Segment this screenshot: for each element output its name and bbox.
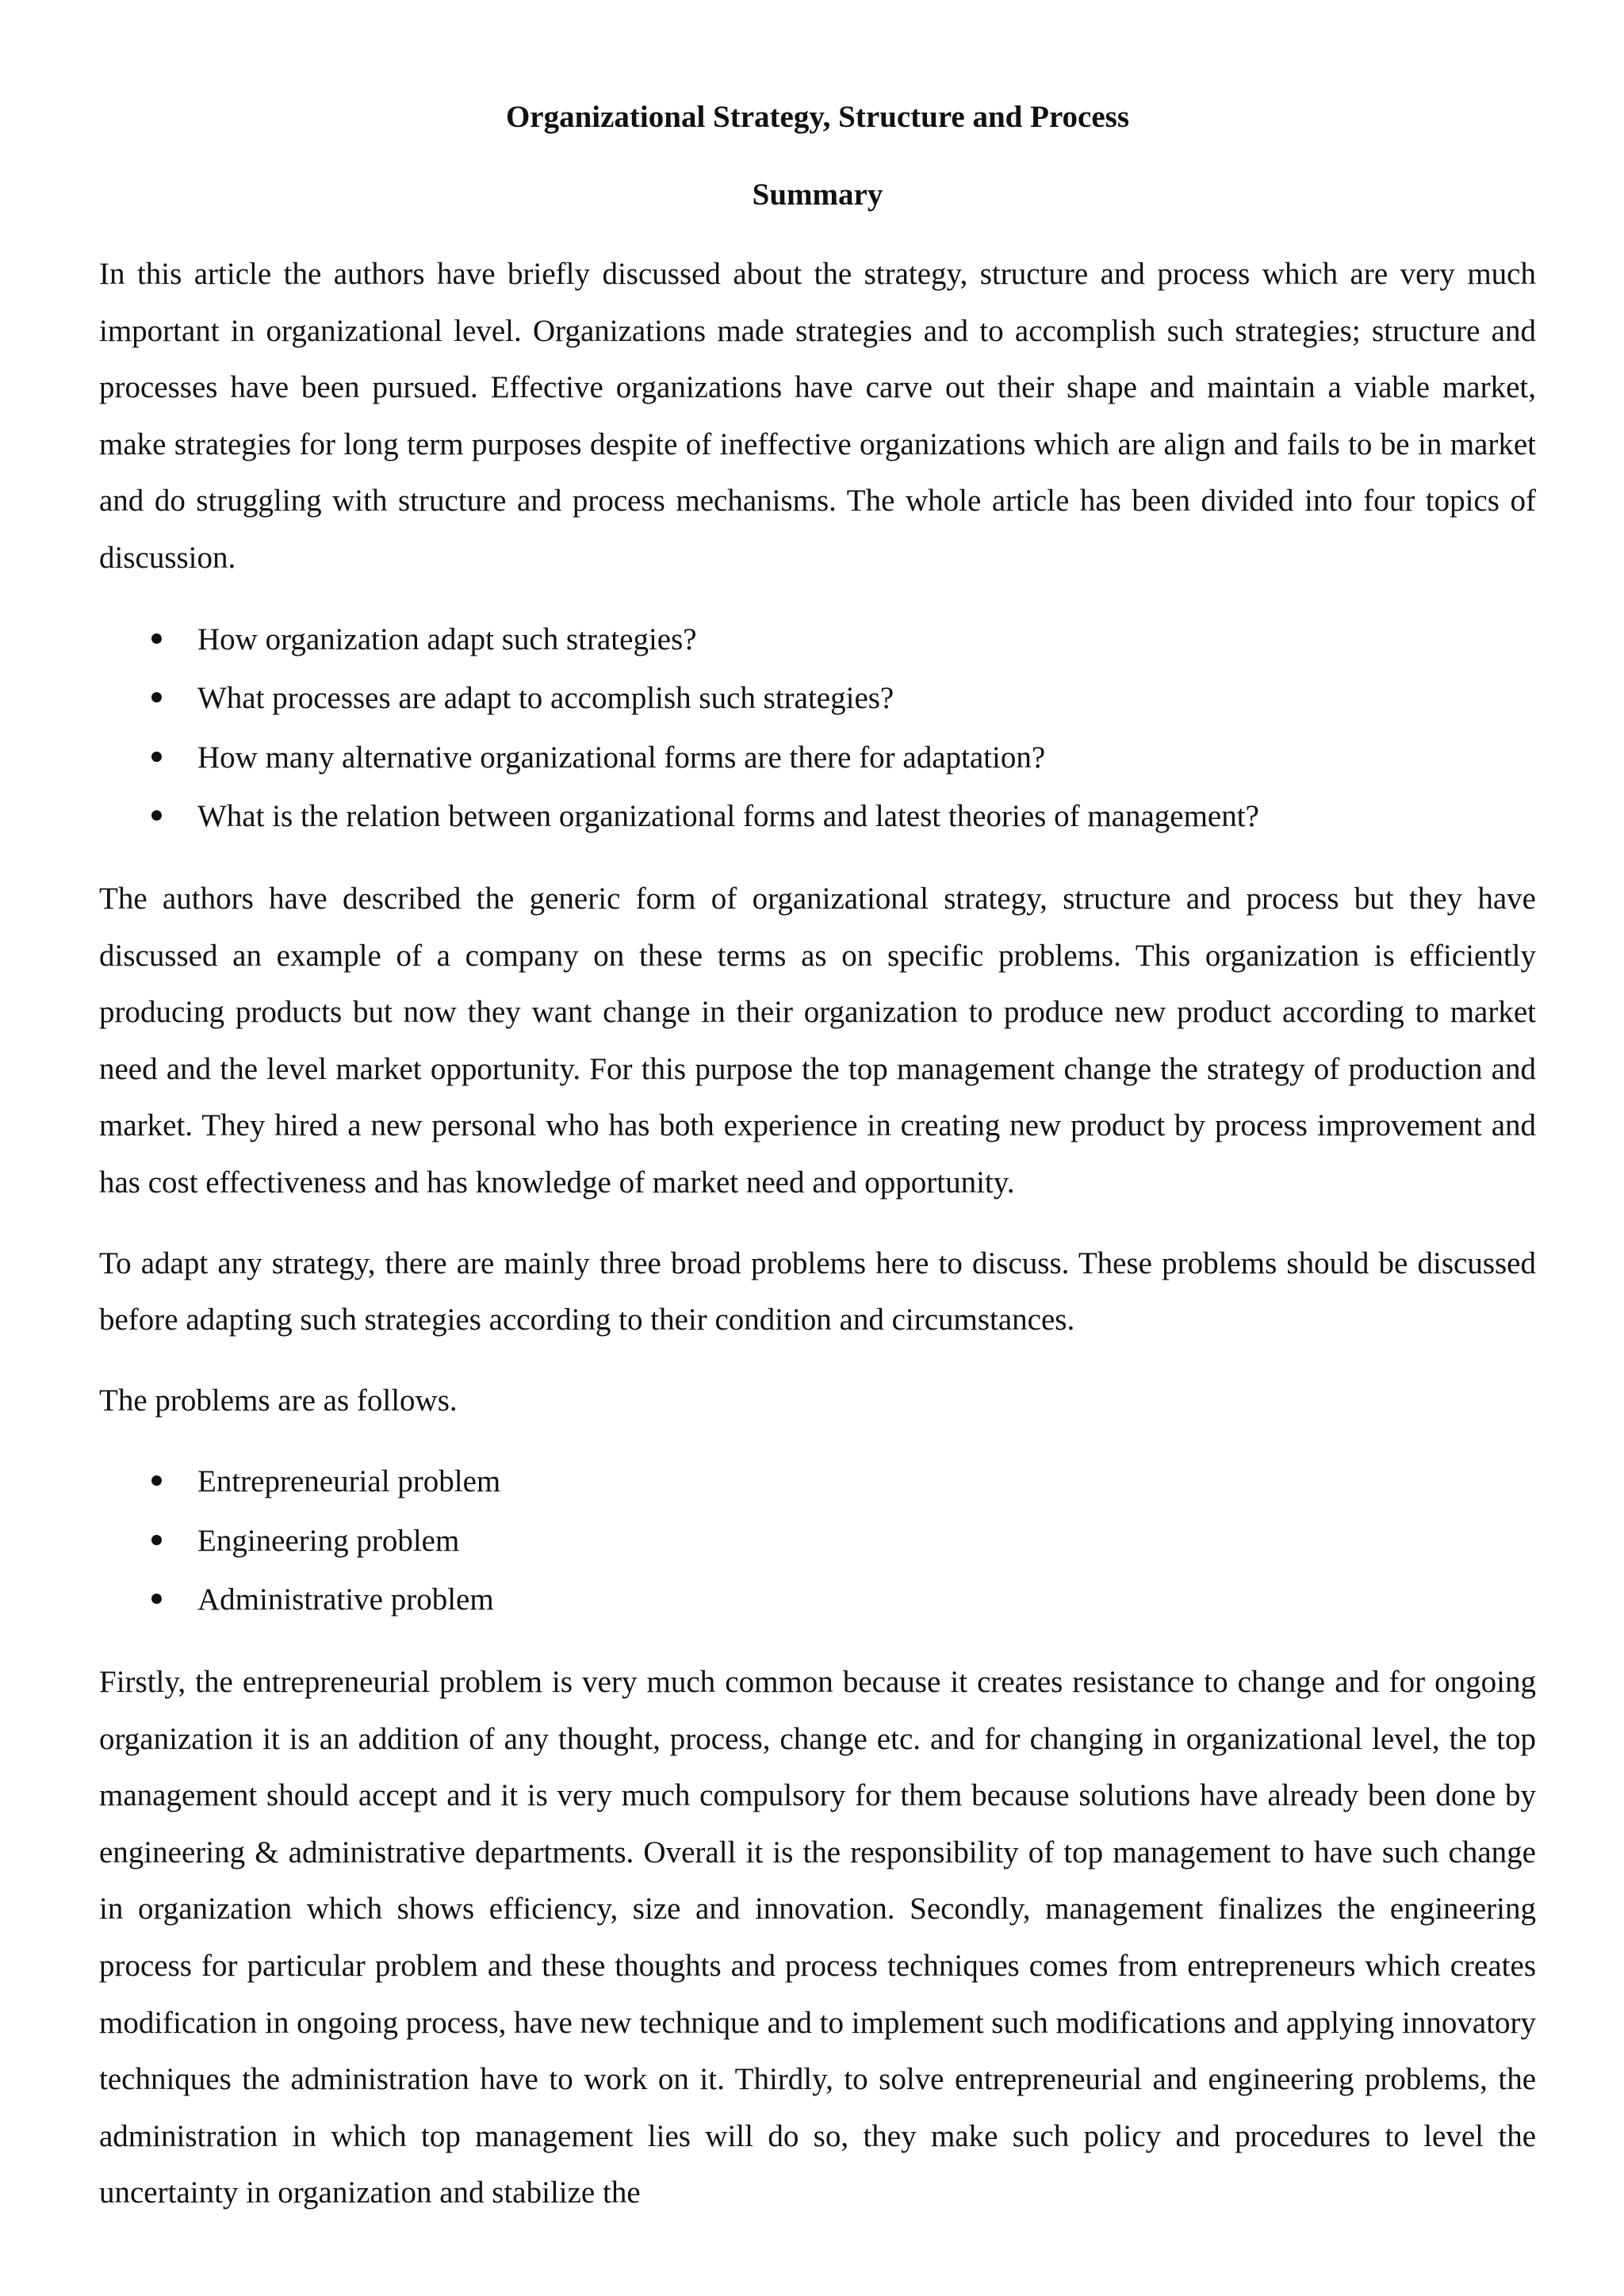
paragraph-problems-intro: To adapt any strategy, there are mainly three broad problems here to discuss. These problems should be discussed before adapting such strategies according to their condition and circumstances.	[99, 1246, 1536, 1337]
problems-list	[99, 1452, 1536, 1630]
list-item-text: What is the relation between organizational forms and latest theories of management?	[197, 799, 1259, 834]
list-item	[99, 1571, 1536, 1630]
paragraph-analysis: Firstly, the entrepreneurial problem is very much common because it creates resistance to change and for ongoing organization it is an addition of any thought, process, change etc. and for changing in organizational level, the top management should accept and it is very much compulsory for them because solutions have already been done by engineering & administrative departments. Overall it is the responsibility of top management to have such change in organization which shows efficiency, size and innovation. Secondly, management finalizes the engineering process for particular problem and these thoughts and process techniques comes from entrepreneurs which creates modification in ongoing process, have new technique and to implement such modifications and applying innovatory techniques the administration have to work on it. Thirdly, to solve entrepreneurial and engineering problems, the administration in which top management lies will do so, they make such policy and procedures to level the uncertainty in organization and stabilize the	[99, 1665, 1537, 2210]
paragraph-introduction: In this article the authors have briefly discussed about the strategy, structure and process which are very much important in organizational level. Organizations made strategies and to accomplish such strategies; structure and processes have been pursued. Effective organizations have carve out their shape and maintain a viable market, make strategies for long term purposes despite of ineffective organizations which are align and fails to be in market and do struggling with structure and process mechanisms. The whole article has been divided into four topics of discussion.	[99, 257, 1536, 575]
list-item-text: What processes are adapt to accomplish such strategies?	[197, 681, 894, 716]
list-item-text: Engineering problem	[197, 1523, 460, 1558]
bullet-icon	[151, 692, 162, 702]
list-item-text: How many alternative organizational forms are there for adaptation?	[197, 740, 1046, 775]
discussion-topics-list	[99, 610, 1536, 847]
document-title: Organizational Strategy, Structure and Process	[505, 100, 1130, 134]
list-item	[99, 610, 1536, 670]
list-item-text: How organization adapt such strategies?	[197, 622, 697, 656]
bullet-icon	[151, 1475, 162, 1486]
list-item-text: Administrative problem	[197, 1582, 494, 1617]
bullet-icon	[151, 633, 162, 644]
list-item	[99, 729, 1536, 788]
paragraph-problems-lead: The problems are as follows.	[99, 1383, 458, 1418]
bullet-icon	[151, 752, 162, 762]
document-page	[99, 94, 1536, 2221]
bullet-icon	[151, 810, 162, 821]
list-item	[99, 787, 1536, 847]
list-item	[99, 669, 1536, 729]
paragraph-example: The authors have described the generic form of organizational strategy, structure and process but they have discussed an example of a company on these terms as on specific problems. This organization is efficiently producing products but now they want change in their organization to produce new product according to market need and the level market opportunity. For this purpose the top management change the strategy of production and market. They hired a new personal who has both experience in creating new product by process improvement and has cost effectiveness and has knowledge of market need and opportunity.	[99, 881, 1536, 1200]
document-subtitle: Summary	[752, 178, 883, 212]
list-item-text: Entrepreneurial problem	[197, 1464, 501, 1499]
list-item	[99, 1512, 1536, 1571]
list-item	[99, 1452, 1536, 1512]
bullet-icon	[151, 1535, 162, 1545]
bullet-icon	[151, 1594, 162, 1604]
